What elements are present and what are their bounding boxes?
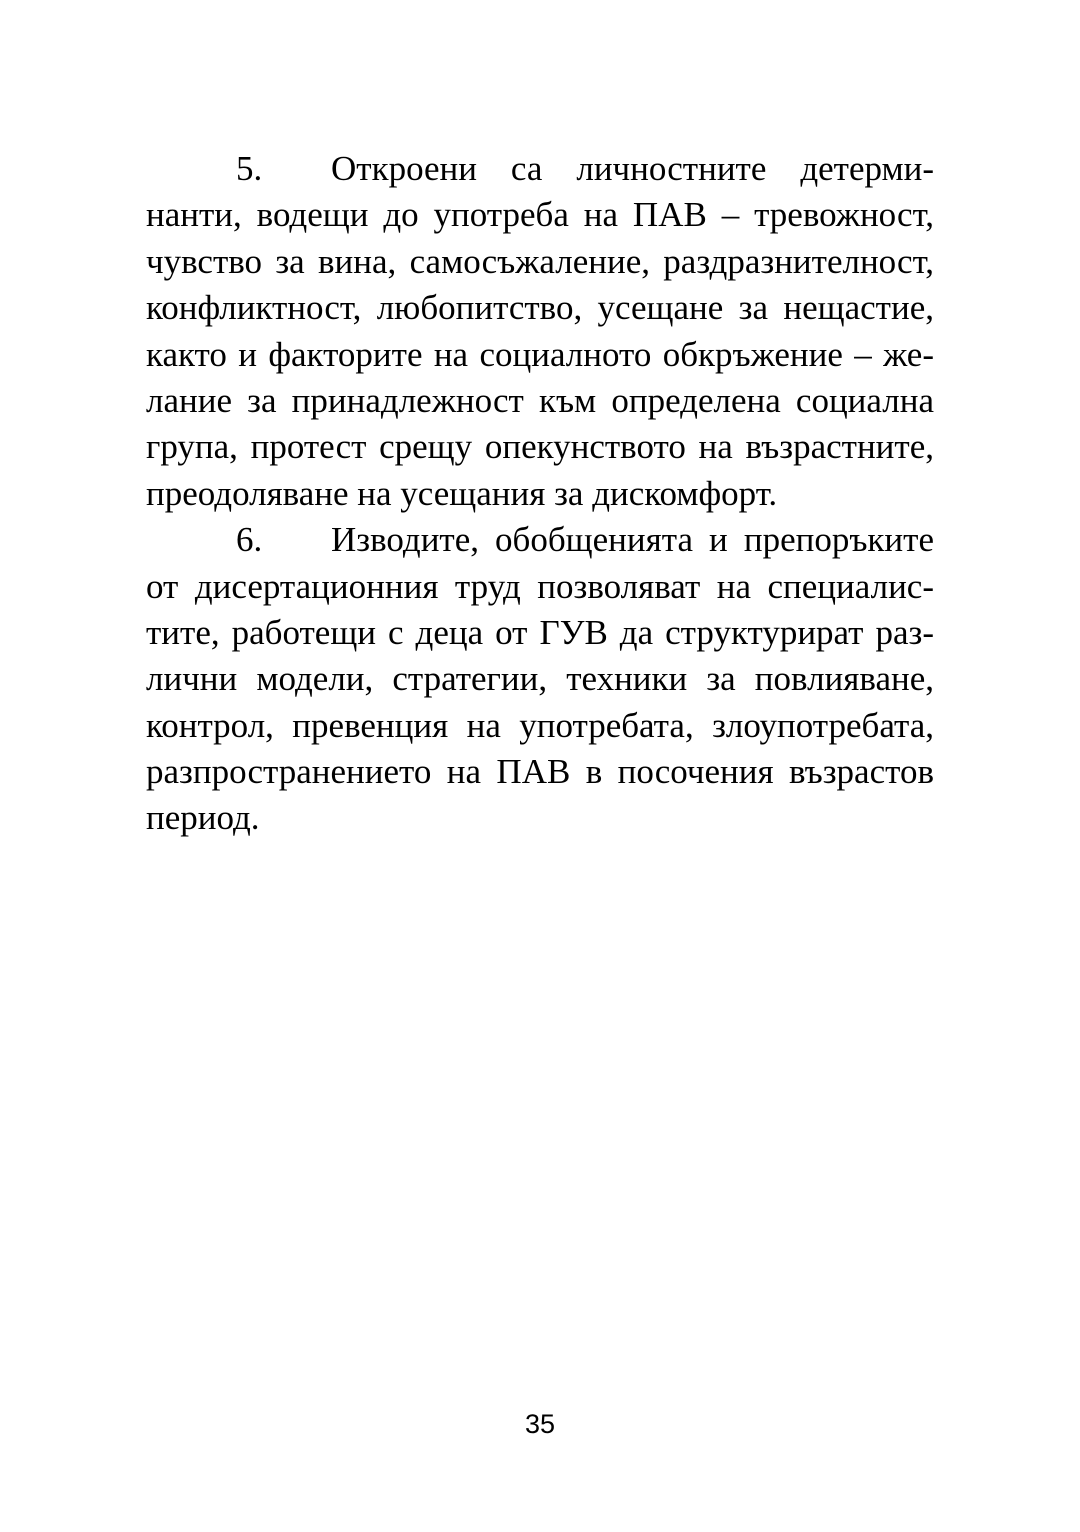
paragraph-5-line-6: лание за принадлежност към определена социална [146,380,934,420]
paragraph-6-line-4: лични модели, стратегии, техники за повлияване, [146,659,934,699]
paragraph-5-line-3: чувство за вина, самосъжаление, раздразнителност, [146,241,934,281]
paragraph-6-line-5: контрол, превенция на употребата, злоупотребата, [146,705,934,745]
paragraph-6-first-line [146,517,934,563]
paragraph-5-number: 5. [236,149,263,188]
body-text [146,146,934,842]
paragraph-5-line-2: нанти, водещи до употреба на ПАВ – тревожност, [146,195,934,235]
paragraph-6-line-2: от дисертационния труд позволяват на специалис- [146,566,934,606]
paragraph-5-line-4: конфликтност, любопитство, усещане за нещастие, [146,288,934,328]
paragraph-6-line-6: разпространението на ПАВ в посочения възрастов [146,752,934,792]
paragraph-6-line-3: тите, работещи с деца от ГУВ да структурират раз- [146,612,934,652]
paragraph-5-first-line [146,146,934,192]
paragraph-6-line-7: период. [146,798,260,838]
page-number: 35 [524,1409,556,1439]
paragraph-5-line-5: както и факторите на социалното обкръжение – же- [146,334,934,374]
paragraph-5-line-1: Откроени са личностните детерми- [331,149,934,188]
paragraph-6-line-1: Изводите, обобщенията и препоръките [331,520,934,560]
paragraph-6-number: 6. [236,520,263,560]
paragraph-5-line-7: група, протест срещу опекунството на възрастните, [146,427,934,467]
paragraph-5-line-8: преодоляване на усещания за дискомфорт. [146,473,778,513]
